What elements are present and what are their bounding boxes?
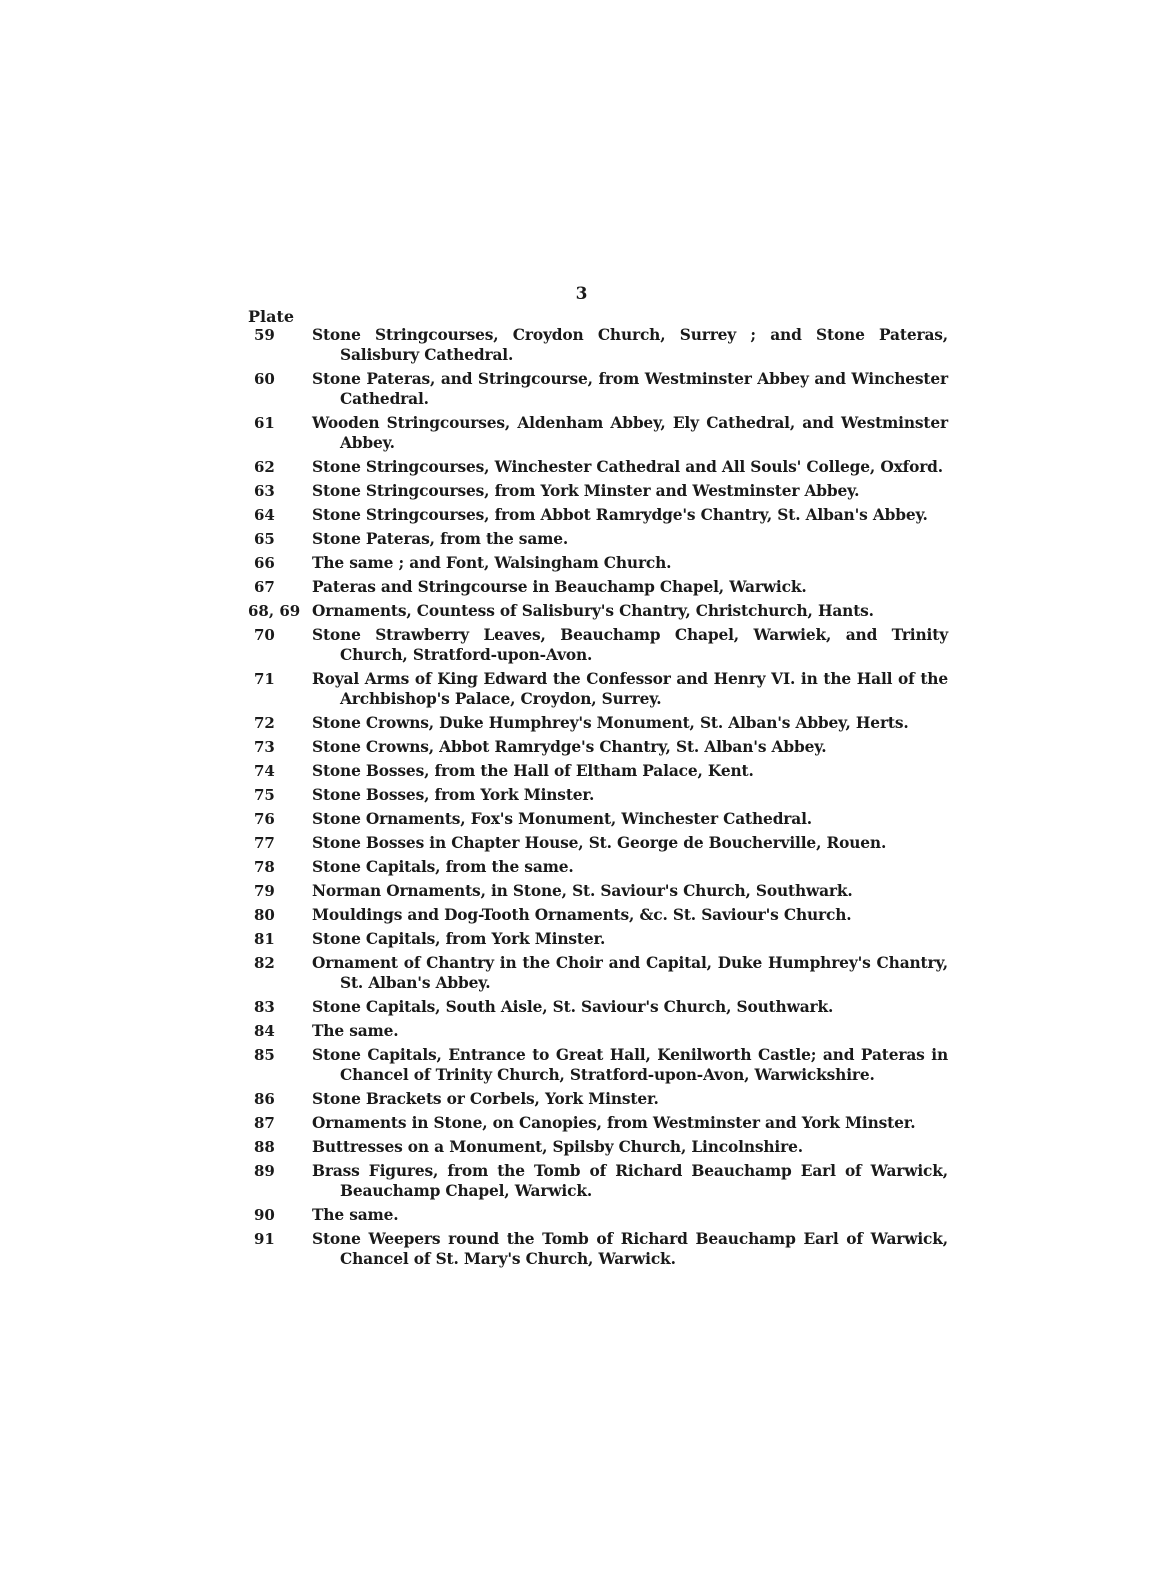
plate-description: Stone Capitals, South Aisle, St. Saviour's Church, Southwark. [312, 998, 834, 1016]
plate-number: 68, 69 [248, 602, 301, 620]
plate-entry [248, 905, 948, 925]
plate-number: 78 [254, 858, 275, 876]
plate-entry [248, 737, 948, 757]
plate-entry [248, 601, 948, 621]
plate-entry [248, 669, 948, 709]
plate-description: Stone Pateras, and Stringcourse, from Westminster Abbey and Winchester Cathedral. [312, 370, 948, 408]
plate-number: 91 [254, 1230, 275, 1248]
plate-entry [248, 505, 948, 525]
plate-description: Stone Weepers round the Tomb of Richard Beauchamp Earl of Warwick, Chancel of St. Mary's Church, Warwick. [312, 1230, 948, 1268]
plate-number: 76 [254, 810, 275, 828]
plate-entry [248, 929, 948, 949]
plate-number: 88 [254, 1138, 275, 1156]
plate-entry [248, 1205, 948, 1225]
plate-entry [248, 457, 948, 477]
plate-description: Stone Strawberry Leaves, Beauchamp Chapel, Warwiek, and Trinity Church, Stratford-upon-Avon. [312, 626, 948, 664]
plate-number: 73 [254, 738, 275, 756]
plate-description: Wooden Stringcourses, Aldenham Abbey, Ely Cathedral, and Westminster Abbey. [312, 414, 948, 452]
plate-entry [248, 857, 948, 877]
plate-entry [248, 1113, 948, 1133]
plate-number: 59 [254, 326, 275, 344]
plate-entry [248, 1045, 948, 1085]
plate-description: Buttresses on a Monument, Spilsby Church, Lincolnshire. [312, 1138, 803, 1156]
plate-description: Royal Arms of King Edward the Confessor and Henry VI. in the Hall of the Archbishop's Palace, Croydon, Surrey. [312, 670, 948, 708]
plate-description: Stone Bosses, from York Minster. [312, 786, 595, 804]
plate-number: 74 [254, 762, 275, 780]
plate-number: 67 [254, 578, 275, 596]
plate-description: The same. [312, 1022, 399, 1040]
plate-entry [248, 1161, 948, 1201]
plate-number: 71 [254, 670, 275, 688]
plate-number: 82 [254, 954, 275, 972]
plate-number: 61 [254, 414, 275, 432]
plate-description: Stone Capitals, from the same. [312, 858, 574, 876]
plate-description: Ornament of Chantry in the Choir and Capital, Duke Humphrey's Chantry, St. Alban's Abbey. [312, 954, 948, 992]
page-number: 3 [575, 284, 588, 304]
plate-number: 72 [254, 714, 275, 732]
plate-entry [248, 953, 948, 993]
plate-entry [248, 761, 948, 781]
plate-description: Stone Capitals, Entrance to Great Hall, Kenilworth Castle; and Pateras in Chancel of Trinity Church, Stratford-upon-Avon, Warwickshire. [312, 1046, 948, 1084]
plate-description: Pateras and Stringcourse in Beauchamp Chapel, Warwick. [312, 578, 807, 596]
plate-entry [248, 833, 948, 853]
plate-description: Brass Figures, from the Tomb of Richard Beauchamp Earl of Warwick, Beauchamp Chapel, Warwick. [312, 1162, 948, 1200]
plate-description: The same. [312, 1206, 399, 1224]
plate-description: Stone Crowns, Abbot Ramrydge's Chantry, St. Alban's Abbey. [312, 738, 827, 756]
plate-number: 63 [254, 482, 275, 500]
plate-description: Stone Bosses, from the Hall of Eltham Palace, Kent. [312, 762, 754, 780]
plate-number: 79 [254, 882, 275, 900]
plate-description: Stone Capitals, from York Minster. [312, 930, 606, 948]
plate-number: 60 [254, 370, 275, 388]
plate-description: Stone Ornaments, Fox's Monument, Winchester Cathedral. [312, 810, 812, 828]
plate-description: Stone Stringcourses, Winchester Cathedral and All Souls' College, Oxford. [312, 458, 943, 476]
plate-number: 62 [254, 458, 275, 476]
plate-entry [248, 481, 948, 501]
plate-number: 87 [254, 1114, 275, 1132]
plate-entry [248, 1021, 948, 1041]
plate-entry [248, 413, 948, 453]
plate-entry [248, 529, 948, 549]
plate-entry [248, 881, 948, 901]
plate-entry [248, 625, 948, 665]
plate-entry [248, 553, 948, 573]
plate-number: 75 [254, 786, 275, 804]
plate-description: Mouldings and Dog-Tooth Ornaments, &c. St. Saviour's Church. [312, 906, 852, 924]
plate-number: 89 [254, 1162, 275, 1180]
plate-number: 84 [254, 1022, 275, 1040]
plate-number: 80 [254, 906, 275, 924]
plate-entry [248, 369, 948, 409]
plate-entry [248, 997, 948, 1017]
plate-number: 85 [254, 1046, 275, 1064]
plate-number: 83 [254, 998, 275, 1016]
plate-entry [248, 1137, 948, 1157]
plate-description: Norman Ornaments, in Stone, St. Saviour's Church, Southwark. [312, 882, 853, 900]
plate-entry [248, 577, 948, 597]
plate-number: 70 [254, 626, 275, 644]
plate-description: Stone Stringcourses, Croydon Church, Surrey ; and Stone Pateras, Salisbury Cathedral. [312, 326, 948, 364]
plate-number: 65 [254, 530, 275, 548]
plate-number: 81 [254, 930, 275, 948]
plate-number: 64 [254, 506, 275, 524]
plate-number: 66 [254, 554, 275, 572]
plate-entry [248, 809, 948, 829]
plate-number: 90 [254, 1206, 275, 1224]
plate-description: The same ; and Font, Walsingham Church. [312, 554, 672, 572]
plate-number: 86 [254, 1090, 275, 1108]
plate-entry [248, 785, 948, 805]
plate-description: Stone Stringcourses, from York Minster and Westminster Abbey. [312, 482, 860, 500]
plate-description: Stone Brackets or Corbels, York Minster. [312, 1090, 659, 1108]
plate-entry [248, 1229, 948, 1269]
plate-entry [248, 713, 948, 733]
plate-entry [248, 1089, 948, 1109]
plate-description: Stone Crowns, Duke Humphrey's Monument, St. Alban's Abbey, Herts. [312, 714, 909, 732]
plate-list [248, 325, 948, 1273]
plate-description: Stone Bosses in Chapter House, St. George de Boucherville, Rouen. [312, 834, 887, 852]
plate-description: Stone Pateras, from the same. [312, 530, 569, 548]
plate-description: Ornaments in Stone, on Canopies, from Westminster and York Minster. [312, 1114, 916, 1132]
plate-number: 77 [254, 834, 275, 852]
plate-entry [248, 325, 948, 365]
plate-column-header: Plate [248, 307, 295, 326]
plate-description: Ornaments, Countess of Salisbury's Chantry, Christchurch, Hants. [312, 602, 874, 620]
plate-description: Stone Stringcourses, from Abbot Ramrydge's Chantry, St. Alban's Abbey. [312, 506, 928, 524]
